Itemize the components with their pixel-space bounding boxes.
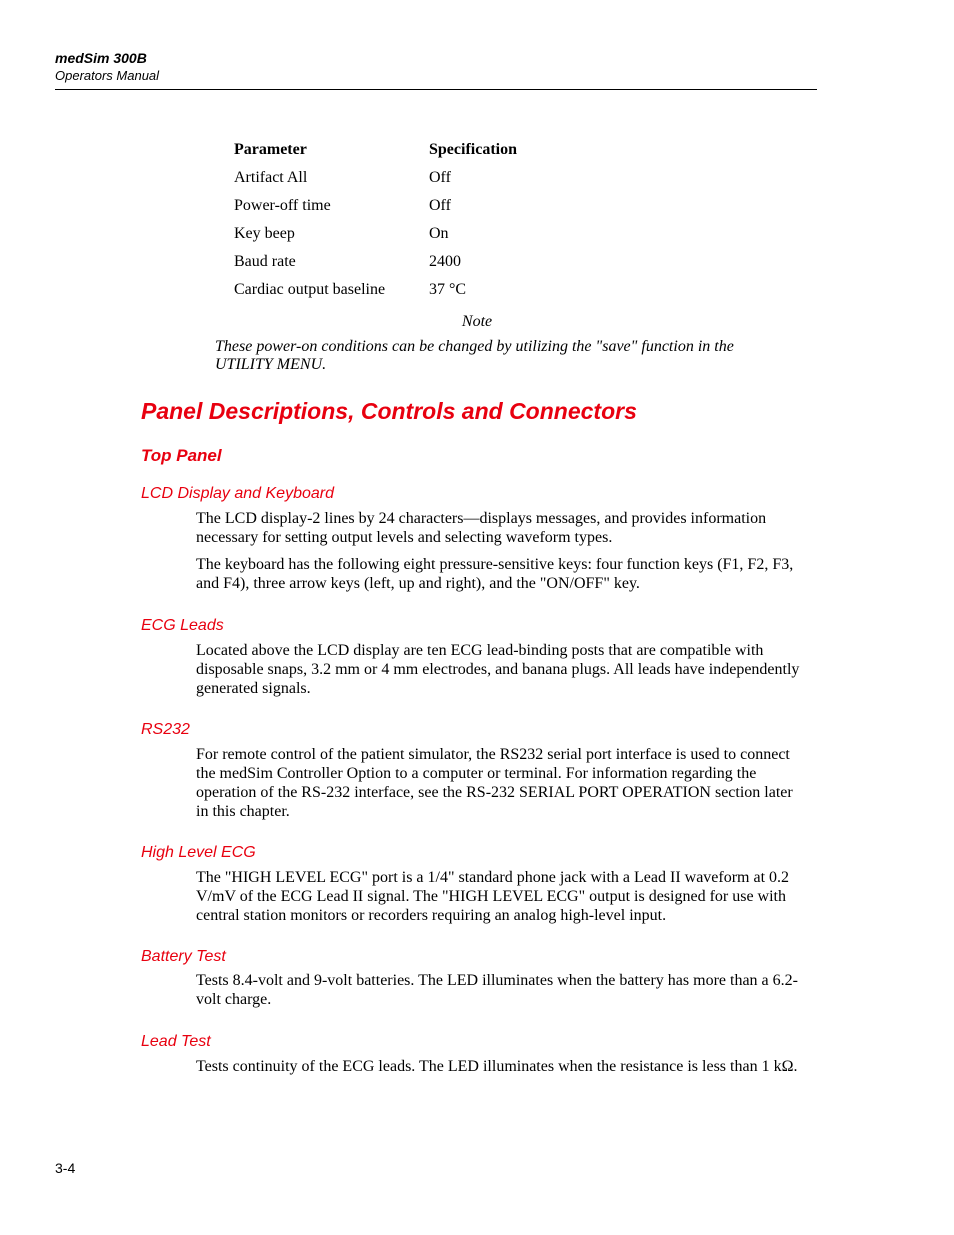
table-header-row [234,136,517,164]
header-product-name: medSim 300B [55,50,147,66]
power-on-spec-table [234,136,517,304]
topic-paragraph: For remote control of the patient simulator, the RS232 serial port interface is used to connect the medSim Controller Option to a computer or terminal. For information regarding the operation of the RS-232 interface, see the RS-232 SERIAL PORT OPERATION section later in this chapter. [196,746,793,820]
note-text: These power-on conditions can be changed by utilizing the "save" function in the UTILITY MENU. [215,338,734,373]
topic-title-lead-test: Lead Test [141,1033,211,1050]
table-row [234,248,517,276]
table-cell-specification: Off [429,197,451,214]
table-row [234,276,517,304]
column-header-specification: Specification [429,141,517,158]
topic-paragraph: The keyboard has the following eight pressure-sensitive keys: four function keys (F1, F2, F3, and F4), three arrow keys (left, up and right), and the "ON/OFF" key. [196,556,794,592]
table-cell-parameter: Artifact All [234,169,308,186]
page-number: 3-4 [55,1160,76,1176]
topic-title-battery-test: Battery Test [141,948,226,965]
table-cell-specification: 2400 [429,253,461,270]
topic-paragraph: The "HIGH LEVEL ECG" port is a 1/4" standard phone jack with a Lead II waveform at 0.2 V/mV of the ECG Lead II signal. The "HIGH LEVEL ECG" output is designed for use with central station monitors or recorders requiring an analog high-level input. [196,869,790,924]
topic-title-high-level-ecg: High Level ECG [141,844,256,861]
table-row [234,164,517,192]
topic-title-lcd-display: LCD Display and Keyboard [141,485,334,502]
header-manual-title: Operators Manual [55,68,160,83]
topic-paragraph: Tests continuity of the ECG leads. The LED illuminates when the resistance is less than 1 kΩ. [196,1058,798,1075]
table-cell-parameter: Key beep [234,225,295,242]
topic-title-rs232: RS232 [141,721,190,738]
topic-paragraph: The LCD display-2 lines by 24 characters—displays messages, and provides information necessary for setting output levels and selecting waveform types. [196,510,767,546]
table-cell-specification: 37 °C [429,281,467,298]
table-row [234,220,517,248]
subsection-title: Top Panel [141,446,222,465]
topic-paragraph: Located above the LCD display are ten ECG lead-binding posts that are compatible with disposable snaps, 3.2 mm or 4 mm electrodes, and banana plugs. All leads have independently generated signals. [196,642,800,697]
topic-paragraph: Tests 8.4-volt and 9-volt batteries. The LED illuminates when the battery has more than a 6.2-volt charge. [196,972,798,1008]
table-cell-parameter: Power-off time [234,197,331,214]
column-header-parameter: Parameter [234,141,307,158]
table-cell-specification: On [429,225,449,242]
header-divider [55,89,817,90]
topic-title-ecg-leads: ECG Leads [141,617,224,634]
table-row [234,192,517,220]
note-title: Note [461,313,493,330]
table-cell-parameter: Cardiac output baseline [234,281,386,298]
table-cell-specification: Off [429,169,451,186]
table-cell-parameter: Baud rate [234,253,296,270]
page-header [55,50,817,84]
section-title: Panel Descriptions, Controls and Connectors [141,398,637,424]
